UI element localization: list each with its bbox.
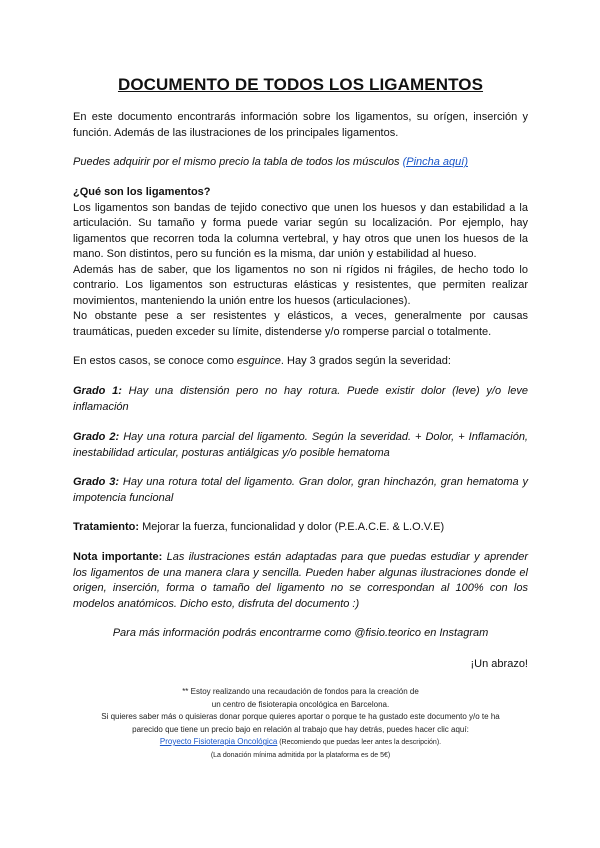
footer-link-line (73, 736, 528, 750)
grado-text: Hay una rotura parcial del ligamento. Según la severidad. + Dolor, + Inflamación, inestabilidad articular, posturas antiálgicas y/o posible hematoma (73, 431, 528, 459)
buy-link[interactable]: (Pincha aquí) (402, 156, 468, 168)
grado-3-paragraph (73, 475, 528, 506)
grado-2-paragraph (73, 430, 528, 461)
footer-line-3: Si quieres saber más o quisieras donar porque quieres aportar o porque te ha gustado este documento y/o te ha (101, 712, 500, 721)
section-heading: ¿Qué son los ligamentos? (73, 186, 211, 198)
tratamiento-paragraph (73, 520, 528, 536)
grado-text: Hay una distensión pero no hay rotura. Puede existir dolor (leve) y/o leve inflamación (73, 385, 528, 413)
esguince-term: esguince (236, 355, 281, 367)
footer-note (73, 686, 528, 762)
footer-line-4: parecido que tiene un precio bajo en relación al trabajo que hay detrás, puedes hacer clic aquí: (132, 724, 469, 734)
grado-text: Hay una rotura total del ligamento. Gran dolor, gran hinchazón, gran hematoma y impotencia funcional (73, 476, 528, 504)
more-info-line: Para más información podrás encontrarme como @fisio.teorico en Instagram (112, 627, 489, 639)
what-paragraph-1: Los ligamentos son bandas de tejido conectivo que unen los huesos y dan estabilidad a la articulación. Su tamaño y forma puede variar según su localización. Por ejemplo, hay ligamentos que recorren toda la columna vertebral, y hay otros que unen los huesos de la mano. Son distintos, pero su función es la misma, dar unión y estabilidad al hueso. (73, 201, 528, 260)
footer-line-6: (La donación mínima admitida por la plataforma es de 5€) (210, 751, 391, 759)
footer-link-note: (Recomiendo que puedas leer antes la descripción). (277, 739, 442, 746)
footer-line-2: un centro de fisioterapia oncológica en Barcelona. (211, 699, 390, 709)
farewell-line: ¡Un abrazo! (470, 658, 528, 670)
esguince-paragraph (73, 354, 528, 370)
buy-text: Puedes adquirir por el mismo precio la tabla de todos los músculos (73, 156, 403, 168)
intro-paragraph: En este documento encontrarás información sobre los ligamentos, su orígen, inserción y función. Además de las ilustraciones de los principales ligamentos. (73, 111, 528, 139)
buy-table-paragraph (73, 155, 528, 171)
grado-label: Grado 3: (73, 476, 120, 488)
footer-line-1: ** Estoy realizando una recaudación de fondos para la creación de (182, 687, 419, 696)
nota-importante-paragraph (73, 550, 528, 612)
esguince-before: En estos casos, se conoce como (73, 355, 237, 367)
esguince-after: . Hay 3 grados según la severidad: (280, 355, 451, 367)
tratamiento-label: Tratamiento: (73, 521, 140, 533)
grado-label: Grado 1: (73, 385, 122, 397)
tratamiento-text: Mejorar la fuerza, funcionalidad y dolor (P.E.A.C.E. & L.O.V.E) (139, 521, 445, 533)
page-title: DOCUMENTO DE TODOS LOS LIGAMENTOS (117, 75, 484, 94)
nota-label: Nota importante: (73, 551, 163, 563)
grado-1-paragraph (73, 384, 528, 415)
what-are-ligaments-section (73, 185, 528, 340)
nota-text: Las ilustraciones están adaptadas para que puedas estudiar y aprender los ligamentos de una manera clara y sencilla. Pueden haber algunas ilustraciones donde el origen, inserción, forma o tamaño del ligamento no se correspondan al 100% con los modelos anatómicos. Dicho esto, disfruta del documento :) (73, 551, 529, 610)
what-paragraph-2: Además has de saber, que los ligamentos no son ni rígidos ni frágiles, de hecho todo lo contrario. Los ligamentos son estructuras elásticas y resistentes, que permiten realizar movimientos, manteniendo la unión entre los huesos (articulaciones). (73, 263, 528, 307)
grado-label: Grado 2: (73, 431, 120, 443)
donation-project-link[interactable]: Proyecto Fisioterapia Oncológica (159, 737, 278, 746)
what-paragraph-3: No obstante pese a ser resistentes y elásticos, a veces, generalmente por causas traumáticas, pueden exceder su límite, distenderse y/o romperse parcial o totalmente. (73, 310, 528, 338)
